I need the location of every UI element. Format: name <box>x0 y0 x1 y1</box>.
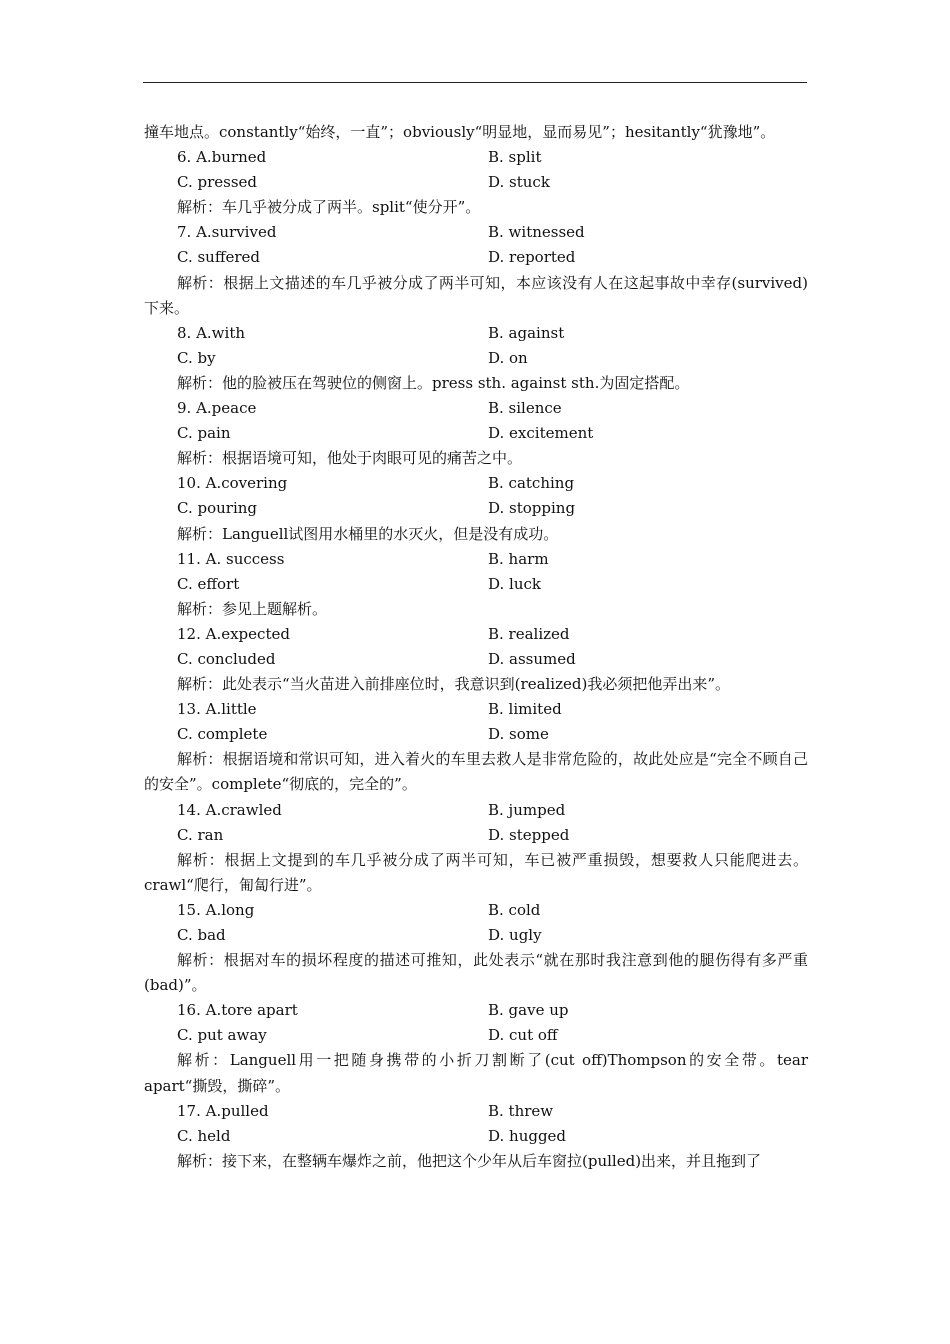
question-item <box>144 798 808 898</box>
option-c: C. held <box>177 1126 231 1145</box>
option-d: D. luck <box>488 574 541 593</box>
option-b: B. jumped <box>488 800 566 819</box>
option-b: B. split <box>488 148 542 167</box>
option-a: 14. A.crawled <box>177 800 282 819</box>
option-c: C. pain <box>177 424 231 443</box>
question-item <box>144 396 808 471</box>
option-row <box>144 346 808 371</box>
option-row <box>144 722 808 747</box>
question-item <box>144 697 808 797</box>
option-a: 11. A. success <box>177 549 285 568</box>
option-c: C. bad <box>177 926 226 944</box>
option-a: 15. A.long <box>177 900 255 919</box>
question-list <box>144 145 808 1174</box>
option-row <box>144 1124 808 1149</box>
option-a: 9. A.peace <box>177 399 257 418</box>
option-row <box>144 622 808 647</box>
option-a: 13. A.little <box>177 700 257 719</box>
option-d: D. stuck <box>488 173 550 192</box>
option-row <box>144 220 808 245</box>
option-row <box>144 923 808 948</box>
explanation: 解析：他的脸被压在驾驶位的侧窗上。press sth. against sth.为固定搭配。 <box>177 373 690 392</box>
option-c: C. ran <box>177 825 224 844</box>
option-row <box>144 1099 808 1124</box>
option-b: B. realized <box>488 624 570 643</box>
explanation: 解析：车几乎被分成了两半。split“使分开”。 <box>177 198 481 217</box>
option-d: D. some <box>488 725 549 744</box>
option-row <box>144 798 808 823</box>
question-item <box>144 145 808 220</box>
explanation: 解析：根据语境和常识可知，进入着火的车里去救人是非常危险的，故此处应是“完全不顾自己的安全”。complete“彻底的，完全的”。 <box>144 750 808 794</box>
option-a: 8. A.with <box>177 323 246 342</box>
question-item <box>144 998 808 1098</box>
option-row <box>144 647 808 672</box>
explanation: 解析：此处表示“当火苗进入前排座位时，我意识到(realized)我必须把他弄出来”。 <box>177 675 731 694</box>
option-a: 10. A.covering <box>177 474 288 493</box>
option-row <box>144 496 808 521</box>
option-b: B. silence <box>488 399 562 418</box>
option-a: 12. A.expected <box>177 624 290 643</box>
option-row <box>144 697 808 722</box>
option-d: D. reported <box>488 248 576 267</box>
option-d: D. hugged <box>488 1126 567 1145</box>
option-row <box>144 823 808 848</box>
explanation: 解析：根据上文描述的车几乎被分成了两半可知，本应该没有人在这起事故中幸存(survived)下来。 <box>144 273 808 317</box>
header-rule <box>143 82 807 83</box>
option-row <box>144 170 808 195</box>
question-item <box>144 1099 808 1174</box>
explanation: 解析：Languell试图用水桶里的水灭火，但是没有成功。 <box>177 524 559 543</box>
option-row <box>144 145 808 170</box>
option-b: B. cold <box>488 900 541 919</box>
option-d: D. stopping <box>488 499 576 518</box>
explanation: 解析：根据语境可知，他处于肉眼可见的痛苦之中。 <box>177 449 523 468</box>
option-a: 6. A.burned <box>177 148 267 167</box>
option-a: 17. A.pulled <box>177 1101 269 1120</box>
option-row <box>144 998 808 1023</box>
option-c: C. pressed <box>177 173 258 192</box>
option-d: D. on <box>488 348 528 367</box>
option-row <box>144 547 808 572</box>
option-b: B. against <box>488 323 565 342</box>
option-row <box>144 245 808 270</box>
question-item <box>144 321 808 396</box>
option-a: 16. A.tore apart <box>177 1001 298 1020</box>
explanation: 解析：参见上题解析。 <box>177 599 328 618</box>
option-d: D. stepped <box>488 825 570 844</box>
option-a: 7. A.survived <box>177 223 277 242</box>
option-b: B. harm <box>488 549 549 568</box>
explanation: 解析：接下来，在整辆车爆炸之前，他把这个少年从后车窗拉(pulled)出来，并且拖到了 <box>177 1151 762 1170</box>
option-c: C. suffered <box>177 248 261 267</box>
option-d: D. cut off <box>488 1026 558 1045</box>
option-d: D. excitement <box>488 424 594 443</box>
option-b: B. catching <box>488 474 575 493</box>
option-d: D. assumed <box>488 649 576 668</box>
option-c: C. effort <box>177 574 240 593</box>
option-row <box>144 572 808 597</box>
option-row <box>144 321 808 346</box>
intro-paragraph: 撞车地点。constantly“始终，一直”；obviously“明显地，显而易见”；hesitantly“犹豫地”。 <box>144 123 776 141</box>
document-body <box>144 120 808 1174</box>
question-item <box>144 220 808 320</box>
question-item <box>144 622 808 697</box>
question-item <box>144 547 808 622</box>
option-c: C. put away <box>177 1026 267 1045</box>
option-b: B. witnessed <box>488 223 585 242</box>
option-c: C. complete <box>177 725 268 744</box>
question-item <box>144 471 808 546</box>
explanation: 解析：Languell用一把随身携带的小折刀割断了(cut off)Thompson的安全带。tear apart“撕毁，撕碎”。 <box>144 1051 808 1095</box>
option-row <box>144 1023 808 1048</box>
option-row <box>144 471 808 496</box>
option-b: B. gave up <box>488 1001 569 1020</box>
explanation: 解析：根据对车的损坏程度的描述可推知，此处表示“就在那时我注意到他的腿伤得有多严重(bad)”。 <box>144 951 808 995</box>
explanation: 解析：根据上文提到的车几乎被分成了两半可知，车已被严重损毁，想要救人只能爬进去。crawl“爬行，匍匐行进”。 <box>144 850 808 894</box>
option-c: C. by <box>177 348 216 367</box>
option-d: D. ugly <box>488 926 542 944</box>
option-row <box>144 396 808 421</box>
option-row <box>144 421 808 446</box>
option-b: B. threw <box>488 1101 554 1120</box>
option-c: C. pouring <box>177 499 258 518</box>
option-b: B. limited <box>488 700 562 719</box>
question-item <box>144 898 808 998</box>
option-row <box>144 898 808 923</box>
option-c: C. concluded <box>177 649 276 668</box>
